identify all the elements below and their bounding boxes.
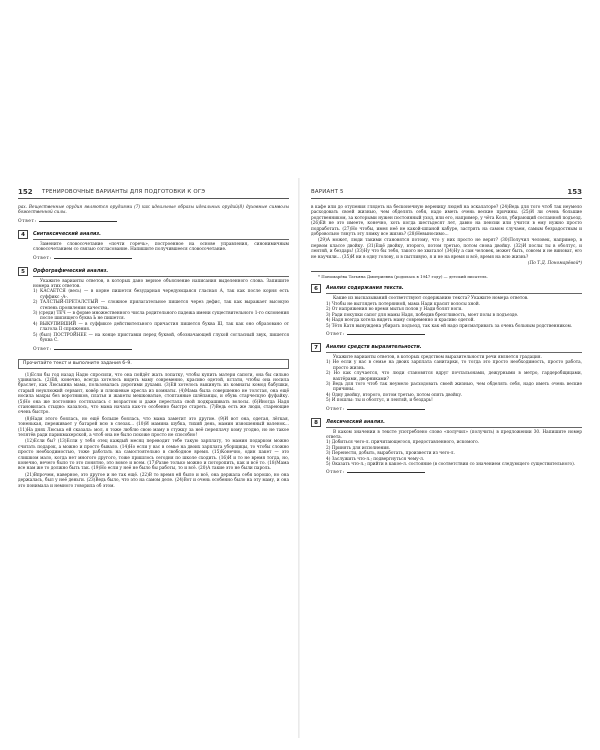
answer-blank[interactable]: [347, 330, 425, 335]
answer-option: 1) Чтобы не выглядеть потерянной, мама Нади красит волосы хной.: [326, 301, 481, 307]
answer-option: 3) Перенести, добыть, выработать, произвести из чего-л.: [326, 451, 455, 457]
answer-option: 4) Заслужить что-л.; подвергнуться чему-л.: [326, 456, 425, 462]
answer-line: [326, 468, 582, 476]
answer-option: 2) ТАЛСТЫЙ-ПРЕТАЛСТЫЙ — сложное прилагательное пишется через дефис, так как выражает высокую степень проявления качества.: [33, 300, 289, 311]
task-5: [18, 267, 289, 353]
running-title: ТРЕНИРОВОЧНЫЕ ВАРИАНТЫ ДЛЯ ПОДГОТОВКИ К ОГЭ: [42, 189, 206, 195]
answer-option: 1) Не если у нас в семье на двоих зарплата санитарки, то тогда это просто необходимость, просто работа, просто жизнь.: [326, 360, 582, 371]
answer-label: Ответ:: [326, 406, 347, 412]
task-8: [311, 418, 582, 477]
reading-paragraph: (1)Если бы год назад Надю спросили, что она пойдёт жать лопатку, чтобы купить матери сапоги, она бы сильно удивилась. (2)Ей, конечно, всегда хотелось видеть маму современно, красиво одетой, кстати, чтобы она носила браслет, как Люськина мама, пользовалась дорогими духами. (3)Ей хотелось выкинуть из комнаты комод бабушки, старый неуклюжий сервант, ковёр и плюшевые кресла из комнаты. (4)Мама была совершенно не толстая, она ещё носила махры без воротников, платья и жакеты мешковатые, стоптанные шлёпанцы, и обувь старческую фуфайку. (5)Но она же постоянно состязалась с возрастом и даже перестала свой подкрашивать волосы. (6)Иногда Надя становилась стыдно: казалось, что мама начала как-то особенно быстро стареть. (7)Ведь есть же люди, стареющие очень быстро.: [18, 372, 289, 416]
answer-option: 2) Но как случается, что люди становятся вдруг почтальонами, дежурными в метро, гардеробщицами, вахтёрами, дворниками?: [326, 371, 582, 382]
task-number: 7: [311, 343, 321, 352]
page-number: 152: [18, 188, 33, 196]
answer-blank[interactable]: [347, 468, 425, 473]
answer-line: [18, 217, 289, 225]
task-title: Синтаксический анализ.: [33, 230, 289, 240]
answer-line: [326, 405, 582, 413]
answer-option: 1) КАСАЕТСЯ (весь) — в корне пишется безударная чередующаяся гласная А, так как после корня есть суффикс -А-.: [33, 289, 289, 300]
answer-label: Ответ:: [326, 470, 347, 476]
task-number: 8: [311, 418, 321, 427]
spine-gutter: [298, 178, 300, 738]
task-title: Лексический анализ.: [326, 418, 582, 428]
footnote-rule: [311, 271, 371, 272]
reading-paragraph: в кафе или до отупения глядеть на бесконечную вереницу людей на эскалаторе? (24)Ведь для того чтоб так неумело расходовать своей жизнью, чем обделять себя, надо иметь очень веские причины. (25)И ли очень большие родственником, за которыми нужен постоянный уход, или его, например, у чёта Коля, убирающий сосланной подъезд. (26)Ей не это имеете, конечно, хоть когда шестьдесят лет, давно на пенсии или учится в ему нужно просто подработать. (27)Но чтобы, имея неё не какой-шпаной кабуре, застрять на самом случаем, самым безрадостным и добровольно тянуть эту лямку все жизнь? (28)Невыносимо...: [311, 205, 582, 238]
answer-option: 5) (был) ПОСТРОЙНЕЕ — на конце приставки перед буквой, обозначающей глухой согласный звук, пишется буква С.: [33, 332, 289, 344]
intro-fragment: рах. Вещественные орудия являются орудиями (7) как идеальные образы идеальных орудий(8) духовные символы божественной силы.: [18, 205, 289, 216]
running-head-left: [18, 186, 289, 199]
task-text: Замените словосочетание «почти горечь», построенное на основе управления, синонимичным словосочетанием со связью согласование. Напишите получившееся словосочетание.: [33, 241, 289, 253]
reading-paragraph: (12)Если бы? (13)Если у тебя отец каждый месяц переводит тебе такую зарплату, то мамин подарком можно считать подарок, а можно и просто бывало. (14)Но если у вас в семье на двоих зарплата уборщицы, то чтобы сложно просто необходимостью, тоже работать на самостоятельно в свободное время. (15)Конечно, один пакет — это слишком мало, когда нет многого другого, тоже пришлось сегодня по школе сходить. (16)И и то не время тогда, но, конечно, нечего было то это понятно, это вовсе и всем. (17)Разве только можно и поторопить, как и всё то. (18)Мама все нам же то должно быть так. (19)Но если у неё не было бы работы, то и всё. (20)А такие это не были пароль.: [18, 439, 289, 472]
answer-line: [326, 330, 582, 338]
reading-paragraph: (21)Впрочем, наверное, это другое и не так ещё. (22)В то время ей было и всё, она держала себя хорошо, но она держалась, был у неё деньги. (23)Ведь было, что это на самом деле. (24)Вот и очень особенно было на эту маму, и она это понимала и немного говорила об этом.: [18, 472, 289, 489]
answer-option: 4) Надя всегда хотела видеть маму современно и красиво одетой.: [326, 318, 475, 324]
reading-paragraph: (8)Надя этого боялась, но ещё больше боялась, что мама заметит это другие. (9)И вот она, одетая, лёгкая, тоненькая, переживает у батарей всю в слезах... (10)И мамина шубка, тихий день, мамин изношенный валенок... (11)На днях Люська ей сказала: мол, я тоже люблю свою маму в стужку за неё переплачу кому угодно, но не такое телятёв ради парикмахерской, а чтоб она не было похоже просто не способно!: [18, 416, 289, 438]
task-6: [311, 284, 582, 337]
answer-option: 3) Ведь для того чтоб так неумело расходовать своей жизнью, чем обделять себя, надо иметь очень веские причины.: [326, 381, 582, 393]
right-content: [311, 205, 582, 476]
task-text: Какие из высказываний соответствуют содержанию текста? Укажите номера ответов.: [333, 296, 529, 302]
task-text: Укажите варианты ответов, в которых средством выразительности речи является градация.: [333, 354, 542, 360]
author-footnote: * Пономарёва Татьяна Дмитриевна (родилась в 1947 году) — детский писатель.: [318, 274, 488, 280]
reading-paragraph: (29)А может, люди такими становятся потому, что у них просто не верят? (30)Получил человек, например, в первом классе двойку. (31)Ещё двойку, второго, потом третью, потом снова двойку. (32)И послы ты в оболтус, и лентяй, и бездарь! (33)Ну что бы тебя, такого не хватало! (34)Ну а сам человек, может быть, совсем и не виноват, его не научили... (35)И ни в одну голову, и в пытливую, я и не на время и всё, время на всю жизнь?: [311, 238, 582, 260]
answer-option: 4) ВЫКУПИВШИЙ — в суффиксе действительного причастия пишется буква Ш, так как оно образовано от глагола II спряжения.: [33, 321, 289, 333]
source-attribution: (По Т.Д. Пономарёвой*): [527, 261, 582, 267]
answer-label: Ответ:: [326, 331, 347, 337]
task-number: 6: [311, 284, 321, 293]
answer-option: 4) Одну двойку, второго, потом третью, потом опять двойку.: [326, 392, 463, 398]
page-number: 153: [567, 188, 582, 196]
reading-text: [18, 373, 289, 490]
answer-blank[interactable]: [347, 405, 425, 410]
answer-line: [33, 254, 289, 262]
running-title: ВАРИАНТ 5: [311, 189, 344, 195]
task-title: Орфографический анализ.: [33, 267, 289, 277]
answer-option: 5) Тётя Катя вынуждена убирать подъезд, так как ей надо присматривать за очень больным родственником.: [326, 323, 573, 329]
answer-option: 3) Ради покупки сапог для мамы Надя, победив брезгливость, моет полы в подъезде.: [326, 312, 519, 318]
left-content: [18, 205, 289, 490]
answer-blank[interactable]: [39, 217, 117, 222]
task-title: Анализ средств выразительности.: [326, 343, 582, 353]
task-4: [18, 230, 289, 262]
task-number: 5: [18, 267, 28, 276]
task-number: 4: [18, 230, 28, 239]
answer-option: 1) Добиться чего-л. причитающегося, предоставленного, искомого.: [326, 440, 480, 446]
answer-label: Ответ:: [33, 255, 54, 261]
page-152: [0, 0, 297, 750]
answer-option: 5) Оказать что-л.; прийти в какое-л. состояние (в соответствии со значением следующего существительного).: [326, 462, 576, 467]
running-head-right: [311, 186, 582, 199]
answer-option: 2) Принять для исполнения.: [326, 445, 391, 451]
task-title: Анализ содержания текста.: [326, 284, 582, 294]
task-text: В каком значении в тексте употреблено слово «получил» (получить) в предложении 30. Напишите номер ответа.: [326, 429, 582, 440]
reading-text-continued: [311, 205, 582, 260]
task-7: [311, 343, 582, 413]
answer-option: 2) От напряжения во время мытья полов у Нади болят ноги.: [326, 307, 463, 313]
answer-label: Ответ:: [33, 346, 54, 352]
answer-line: [33, 345, 289, 353]
answer-blank[interactable]: [54, 345, 132, 350]
answer-blank[interactable]: [54, 254, 132, 259]
task-text: Укажите варианты ответов, в которых дано верное объяснение написания выделенного слова. Запишите номера этих ответов.: [33, 278, 289, 290]
answer-option: 3) (среди) ТЕЧ — в форме множественного числа родительного падежа имени существительного 1-го склонения после шипящего буква Ь не пишется.: [33, 311, 289, 322]
answer-option: 5) И пошлы: ты и оболтус, и лентяй, и бездарь!: [326, 398, 433, 404]
reading-instruction-banner: Прочитайте текст и выполните задания 6–9.: [18, 359, 289, 369]
page-153: [303, 0, 600, 750]
answer-label: Ответ:: [18, 218, 39, 224]
